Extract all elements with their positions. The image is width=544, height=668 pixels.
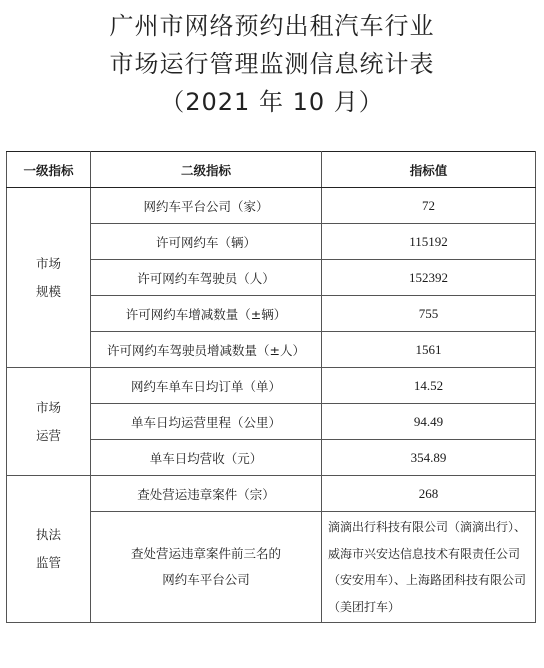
title-line-2: 市场运行管理监测信息统计表 bbox=[109, 50, 435, 78]
value-cell: 14.52 bbox=[322, 368, 536, 404]
indicator-line: 查处营运违章案件前三名的 bbox=[130, 546, 281, 561]
category-text: 执法 bbox=[35, 527, 61, 542]
value-cell: 72 bbox=[322, 188, 536, 224]
table-row bbox=[7, 368, 536, 404]
value-cell: 152392 bbox=[322, 260, 536, 296]
header-primary-indicator: 一级指标 bbox=[7, 152, 91, 188]
value-cell: 268 bbox=[322, 476, 536, 512]
category-text: 监管 bbox=[35, 555, 61, 570]
statistics-table bbox=[6, 151, 536, 623]
value-cell: 755 bbox=[322, 296, 536, 332]
header-secondary-indicator: 二级指标 bbox=[91, 152, 322, 188]
title-line-3: （2021 年 10 月） bbox=[160, 88, 384, 116]
indicator-cell: 单车日均运营里程（公里） bbox=[91, 404, 322, 440]
table-row bbox=[7, 188, 536, 224]
header-indicator-value: 指标值 bbox=[322, 152, 536, 188]
value-cell: 1561 bbox=[322, 332, 536, 368]
value-cell: 94.49 bbox=[322, 404, 536, 440]
table-row bbox=[7, 476, 536, 512]
indicator-cell: 许可网约车增减数量（±辆） bbox=[91, 296, 322, 332]
indicator-cell: 网约车单车日均订单（单） bbox=[91, 368, 322, 404]
title-line-1: 广州市网络预约出租汽车行业 bbox=[109, 12, 435, 40]
indicator-cell: 网约车平台公司（家） bbox=[91, 188, 322, 224]
category-text: 市场 bbox=[35, 399, 61, 415]
indicator-cell: 单车日均营收（元） bbox=[91, 440, 322, 476]
indicator-line: 网约车平台公司 bbox=[162, 572, 250, 587]
value-cell: 354.89 bbox=[322, 440, 536, 476]
category-text: 市场 bbox=[35, 255, 61, 271]
header-row bbox=[7, 152, 536, 188]
category-text: 运营 bbox=[35, 427, 61, 443]
category-text: 规模 bbox=[35, 283, 61, 299]
indicator-cell: 许可网约车驾驶员（人） bbox=[91, 260, 322, 296]
category-market-scale bbox=[7, 188, 91, 368]
category-law-enforcement bbox=[7, 476, 91, 623]
indicator-cell bbox=[91, 512, 322, 623]
value-cell: 115192 bbox=[322, 224, 536, 260]
value-cell-top-platforms: 滴滴出行科技有限公司（滴滴出行）、威海市兴安达信息技术有限责任公司（安安用车）、上海路团科技有限公司（美团打车） bbox=[322, 512, 536, 623]
indicator-cell: 查处营运违章案件（宗） bbox=[91, 476, 322, 512]
indicator-cell: 许可网约车驾驶员增减数量（±人） bbox=[91, 332, 322, 368]
category-market-operation bbox=[7, 368, 91, 476]
indicator-cell: 许可网约车（辆） bbox=[91, 224, 322, 260]
